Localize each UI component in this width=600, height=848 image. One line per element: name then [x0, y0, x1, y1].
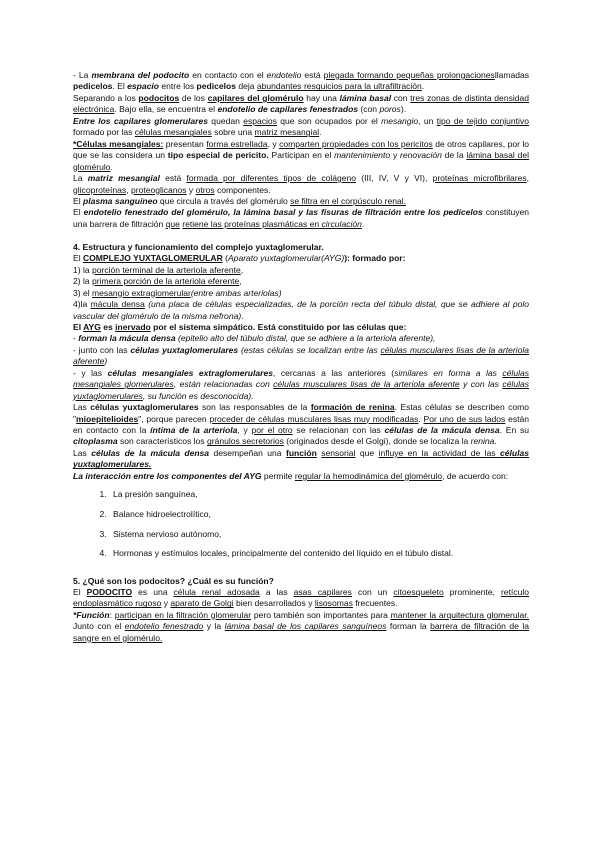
paragraph-juxtaglomerular-cells: Las células yuxtaglomerulares son las responsables de la formación de renina. Estas células se describen como "mioepitelioides", porque parecen proceder de células musculares lisas muy modificadas. Por uno de sus lados están en contacto con la íntima de la arteriola, y por el otro se relacionan con las células de la mácula densa. En su citoplasma son característicos los gránulos secretorios (originados desde el Golgi), donde se localiza la renina. — [73, 402, 530, 447]
paragraph-podocyte-function: *Función: participan en la filtración glomerular pero también son importantes para mantener la arquitectura glomerular. Junto con el endotelio fenestrado y la lámina basal de los capilares sanguíneos forman la barrera de filtración de la sangre en el glomérulo. — [73, 609, 530, 643]
section-5-title: 5. ¿Qué son los podocitos? ¿Cuál es su función? — [73, 575, 274, 586]
paragraph-mesangium: Entre los capilares glomerulares quedan espacios que son ocupados por el mesangio, un tipo de tejido conjuntivo formado por las células mesangiales sobre una matriz mesangial. — [73, 115, 529, 138]
paragraph-mesangial-cells: *Células mesangiales: presentan forma estrellada, y comparten propiedades con los pericitos de otros capilares, por lo que se las considera un tipo especial de pericito. Participan en el mantenimiento y renovación de la lámina basal del glomérulo. — [73, 138, 530, 172]
document-page — [73, 70, 529, 644]
ayg-item-4: 4)la mácula densa (una placa de células especializadas, de la porción recta del túbulo distal, que se adhiere al polo vascular del glomérulo de la misma nefrona). — [73, 299, 529, 321]
ayg-item-3: 3) el mesangio extraglomerular(entre ambas arteriolas) — [73, 287, 282, 298]
list-item: 4. Hormonas y estímulos locales, principalmente del contenido del líquido en el túbulo distal. — [109, 544, 529, 564]
ayg-cells-bullet-1: - forman la mácula densa (epitelio alto del túbulo distal, que se adhiere a la arteriola aferente), — [73, 333, 436, 344]
list-item: 3. Sistema nervioso autónomo, — [109, 525, 529, 545]
paragraph-mesangial-matrix: La matriz mesangial está formada por diferentes tipos de colágeno (III, IV, V y VI), proteínas microfibrilares, glicoproteínas, proteoglicanos y otros componentes. — [73, 173, 529, 195]
paragraph-podocyte-membrane: - La membrana del podocito en contacto con el endotelio está plegada formando pequeñas prolongacionesllamadas pedicelos. El espacio entre los pedicelos deja abundantes resquicios para la ultrafiltración. — [73, 70, 530, 92]
paragraph-basal-lamina: Separando a los podocitos de los capilares del glomérulo hay una lámina basal con tres zonas de distinta densidad electrónica. Bajo ella, se encuentra el endotelio de capilares fenestrados (con poros). — [73, 92, 530, 115]
paragraph-blood-plasma: El plasma sanguíneo que circula a través del glomérulo se filtra en el corpúsculo renal. — [73, 195, 407, 206]
ayg-item-1: 1) la porción terminal de la arteriola aferente, — [73, 264, 244, 275]
section-4-title: 4. Estructura y funcionamiento del complejo yuxtaglomerular. — [73, 241, 324, 252]
spacer — [73, 230, 529, 241]
paragraph-podocyte-definition: El PODOCITO es una célula renal adosada a las asas capilares con un citoesqueleto prominente, retículo endoplasmático rugoso y aparato de Golgi bien desarrollados y lisosomas frecuentes. — [73, 587, 529, 609]
paragraph-ayg-interaction: La interacción entre los componentes del AYG permite regular la hemodinámica del glomérulo, de acuerdo con: — [73, 470, 509, 481]
ayg-cells-bullet-3: - y las células mesangiales extraglomerulares, cercanas a las anteriores (similares en forma a las células mesangiales glomerulares, están relacionadas con células musculares lisas de la arteriola aferente y con las células yuxtaglomerulares, su función es desconocida). — [73, 367, 530, 401]
spacer — [73, 564, 529, 575]
paragraph-filtration-barrier: El endotelio fenestrado del glomérulo, la lámina basal y las fisuras de filtración entre los pedicelos constituyen una barrera de filtración que retiene las proteínas plasmáticas en circulación. — [73, 207, 529, 229]
ayg-cells-bullet-2: - junto con las células yuxtaglomerulares (estas células se localizan entre las células musculares lisas de la arteriola aferente) — [73, 344, 529, 367]
paragraph-macula-densa: Las células de la mácula densa desempeñan una función sensorial que influye en la actividad de las células yuxtaglomerulares. — [73, 447, 530, 470]
regulation-factors-list — [73, 485, 529, 564]
paragraph-ayg-definition: El COMPLEJO YUXTAGLOMERULAR (Aparato yuxtaglomerular(AYG)): formado por: — [73, 253, 406, 264]
list-item: 1. La presión sanguínea, — [109, 485, 529, 505]
ayg-item-2: 2) la primera porción de la arteriola eferente, — [73, 276, 242, 287]
list-item: 2. Balance hidroelectrolítico, — [109, 505, 529, 525]
paragraph-ayg-innervation: El AYG es inervado por el sistema simpático. Está constituido por las células que: — [73, 321, 407, 332]
